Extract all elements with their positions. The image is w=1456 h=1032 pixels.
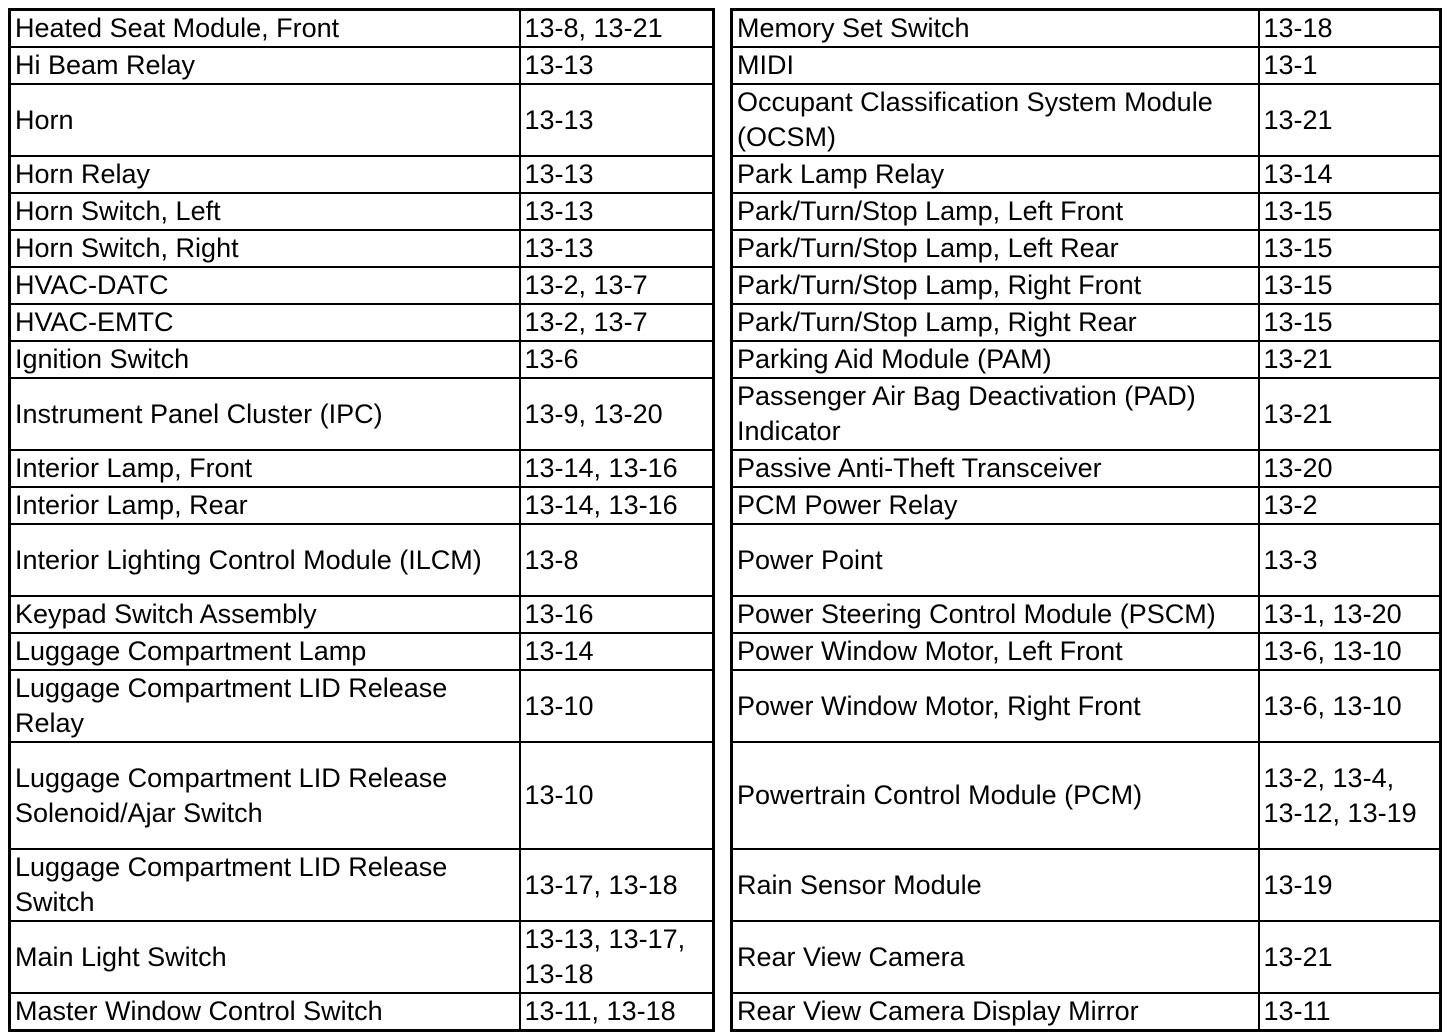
table-row: [10, 156, 714, 193]
component-name-cell: MIDI: [732, 47, 1259, 84]
table-row: [10, 993, 714, 1031]
component-name-cell: Power Window Motor, Left Front: [732, 633, 1259, 670]
page-ref-cell: 13-8: [520, 524, 714, 596]
table-row: [10, 47, 714, 84]
component-name-cell: Instrument Panel Cluster (IPC): [10, 378, 520, 450]
page-ref-cell: 13-10: [520, 670, 714, 742]
table-row: [732, 47, 1441, 84]
table-row: [10, 193, 714, 230]
table-row: [732, 596, 1441, 633]
component-name-cell: Heated Seat Module, Front: [10, 10, 520, 48]
page-ref-cell: 13-13: [520, 230, 714, 267]
component-name-cell: Parking Aid Module (PAM): [732, 341, 1259, 378]
table-row: [732, 193, 1441, 230]
component-name-cell: Park Lamp Relay: [732, 156, 1259, 193]
table-row: [732, 670, 1441, 742]
table-row: [732, 450, 1441, 487]
component-name-cell: Rain Sensor Module: [732, 849, 1259, 921]
page-ref-cell: 13-3: [1259, 524, 1441, 596]
table-row: [10, 450, 714, 487]
component-name-cell: Main Light Switch: [10, 921, 520, 993]
component-name-cell: Occupant Classification System Module (OCSM): [732, 84, 1259, 156]
component-name-cell: Keypad Switch Assembly: [10, 596, 520, 633]
page-ref-cell: 13-20: [1259, 450, 1441, 487]
page-ref-cell: 13-6: [520, 341, 714, 378]
table-row: [732, 921, 1441, 993]
page-ref-cell: 13-15: [1259, 304, 1441, 341]
page-ref-cell: 13-1: [1259, 47, 1441, 84]
table-row: [732, 849, 1441, 921]
page-ref-cell: 13-2, 13-7: [520, 267, 714, 304]
component-name-cell: Rear View Camera Display Mirror: [732, 993, 1259, 1031]
component-name-cell: Ignition Switch: [10, 341, 520, 378]
page-ref-cell: 13-15: [1259, 267, 1441, 304]
component-name-cell: Luggage Compartment Lamp: [10, 633, 520, 670]
component-name-cell: Park/Turn/Stop Lamp, Left Rear: [732, 230, 1259, 267]
table-row: [10, 849, 714, 921]
page-ref-cell: 13-18: [1259, 10, 1441, 48]
page-ref-cell: 13-15: [1259, 193, 1441, 230]
component-name-cell: Park/Turn/Stop Lamp, Right Front: [732, 267, 1259, 304]
component-index-table-right: [730, 8, 1442, 1032]
table-row: [732, 742, 1441, 849]
table-row: [10, 742, 714, 849]
component-name-cell: Interior Lamp, Front: [10, 450, 520, 487]
page-ref-cell: 13-19: [1259, 849, 1441, 921]
page-ref-cell: 13-13: [520, 84, 714, 156]
table-row: [732, 378, 1441, 450]
page-ref-cell: 13-2, 13-7: [520, 304, 714, 341]
table-row: [732, 524, 1441, 596]
component-name-cell: Park/Turn/Stop Lamp, Right Rear: [732, 304, 1259, 341]
component-name-cell: Luggage Compartment LID Release Relay: [10, 670, 520, 742]
component-name-cell: Luggage Compartment LID Release Switch: [10, 849, 520, 921]
table-row: [10, 596, 714, 633]
page-ref-cell: 13-14: [1259, 156, 1441, 193]
component-name-cell: Rear View Camera: [732, 921, 1259, 993]
component-name-cell: HVAC-EMTC: [10, 304, 520, 341]
page-ref-cell: 13-11, 13-18: [520, 993, 714, 1031]
page-ref-cell: 13-8, 13-21: [520, 10, 714, 48]
component-name-cell: Power Steering Control Module (PSCM): [732, 596, 1259, 633]
component-name-cell: Passenger Air Bag Deactivation (PAD) Indicator: [732, 378, 1259, 450]
table-row: [10, 524, 714, 596]
page-ref-cell: 13-13: [520, 156, 714, 193]
table-row: [732, 304, 1441, 341]
page-ref-cell: 13-2, 13-4, 13-12, 13-19: [1259, 742, 1441, 849]
page-ref-cell: 13-11: [1259, 993, 1441, 1031]
table-row: [10, 670, 714, 742]
table-row: [732, 341, 1441, 378]
page-ref-cell: 13-21: [1259, 378, 1441, 450]
component-index-table-left: [8, 8, 715, 1032]
component-name-cell: Horn Switch, Right: [10, 230, 520, 267]
component-name-cell: HVAC-DATC: [10, 267, 520, 304]
component-name-cell: Power Window Motor, Right Front: [732, 670, 1259, 742]
table-row: [732, 487, 1441, 524]
page-ref-cell: 13-17, 13-18: [520, 849, 714, 921]
table-row: [10, 304, 714, 341]
page-ref-cell: 13-1, 13-20: [1259, 596, 1441, 633]
page-ref-cell: 13-15: [1259, 230, 1441, 267]
component-name-cell: Horn Relay: [10, 156, 520, 193]
page-ref-cell: 13-13: [520, 47, 714, 84]
table-row: [732, 267, 1441, 304]
component-name-cell: Memory Set Switch: [732, 10, 1259, 48]
page-ref-cell: 13-6, 13-10: [1259, 670, 1441, 742]
page-ref-cell: 13-13: [520, 193, 714, 230]
table-row: [10, 487, 714, 524]
table-row: [10, 84, 714, 156]
table-row: [732, 156, 1441, 193]
table-row: [10, 230, 714, 267]
page-ref-cell: 13-14: [520, 633, 714, 670]
component-name-cell: Passive Anti-Theft Transceiver: [732, 450, 1259, 487]
component-name-cell: Horn: [10, 84, 520, 156]
component-name-cell: Interior Lighting Control Module (ILCM): [10, 524, 520, 596]
table-row: [732, 633, 1441, 670]
table-row: [732, 230, 1441, 267]
page-ref-cell: 13-13, 13-17, 13-18: [520, 921, 714, 993]
table-row: [10, 10, 714, 48]
page-ref-cell: 13-10: [520, 742, 714, 849]
page-ref-cell: 13-16: [520, 596, 714, 633]
page-ref-cell: 13-14, 13-16: [520, 450, 714, 487]
component-name-cell: Interior Lamp, Rear: [10, 487, 520, 524]
component-name-cell: PCM Power Relay: [732, 487, 1259, 524]
table-row: [10, 378, 714, 450]
table-row: [10, 267, 714, 304]
component-name-cell: Luggage Compartment LID Release Solenoid/Ajar Switch: [10, 742, 520, 849]
component-name-cell: Park/Turn/Stop Lamp, Left Front: [732, 193, 1259, 230]
page-ref-cell: 13-9, 13-20: [520, 378, 714, 450]
table-row: [732, 84, 1441, 156]
component-name-cell: Master Window Control Switch: [10, 993, 520, 1031]
component-name-cell: Horn Switch, Left: [10, 193, 520, 230]
table-row: [10, 921, 714, 993]
component-name-cell: Hi Beam Relay: [10, 47, 520, 84]
component-name-cell: Power Point: [732, 524, 1259, 596]
page-ref-cell: 13-14, 13-16: [520, 487, 714, 524]
page-ref-cell: 13-21: [1259, 84, 1441, 156]
page-ref-cell: 13-21: [1259, 341, 1441, 378]
table-row: [732, 10, 1441, 48]
table-row: [732, 993, 1441, 1031]
page-ref-cell: 13-2: [1259, 487, 1441, 524]
component-name-cell: Powertrain Control Module (PCM): [732, 742, 1259, 849]
table-row: [10, 633, 714, 670]
page-ref-cell: 13-21: [1259, 921, 1441, 993]
page-ref-cell: 13-6, 13-10: [1259, 633, 1441, 670]
table-row: [10, 341, 714, 378]
